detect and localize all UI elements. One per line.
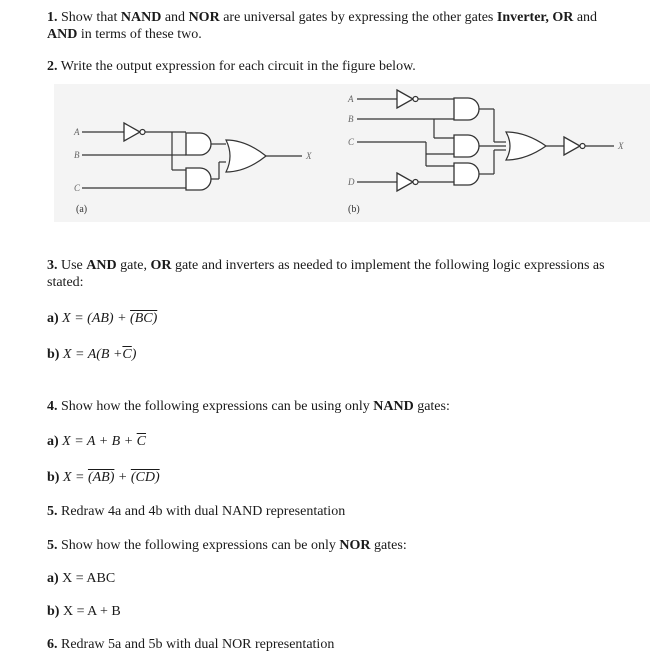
q1-line2: AND in terms of these two. bbox=[47, 27, 202, 42]
circuit-a-input-c: C bbox=[74, 183, 81, 193]
q3-a-expression: a) X = (AB) + (BC) bbox=[47, 311, 158, 326]
circuit-b-output: X bbox=[618, 141, 624, 151]
q4-b-expression: b) X = (AB) + (CD) bbox=[47, 470, 160, 485]
circuit-b-input-c: C bbox=[348, 137, 355, 147]
q3-number: 3. bbox=[47, 258, 58, 273]
q1-number: 1. bbox=[47, 10, 58, 25]
q6-number: 6. bbox=[47, 637, 58, 652]
circuit-a-output: X bbox=[306, 151, 312, 161]
circuit-b bbox=[347, 90, 624, 215]
circuit-a-caption: (a) bbox=[76, 204, 88, 215]
q5b-b-expression: b) X = A + B bbox=[47, 604, 121, 619]
q5a-number: 5. bbox=[47, 504, 58, 519]
q5b-line: 5. Show how the following expressions can be only NOR gates: bbox=[47, 538, 407, 553]
q1-line1: 1. Show that NAND and NOR are universal gates by expressing the other gates Inverter, OR and bbox=[47, 10, 598, 25]
circuit-b-caption: (b) bbox=[348, 204, 360, 215]
q5b-a-expression: a) X = ABC bbox=[47, 571, 116, 586]
q6-line: 6. Redraw 5a and 5b with dual NOR representation bbox=[47, 637, 335, 652]
circuit-b-input-b: B bbox=[348, 114, 354, 124]
circuit-a bbox=[73, 123, 312, 215]
q3-line1: 3. Use AND gate, OR gate and inverters as needed to implement the following logic expressions as bbox=[47, 258, 605, 273]
q2-number: 2. bbox=[47, 59, 58, 74]
logic-circuits-figure bbox=[54, 84, 650, 222]
circuit-a-input-b: B bbox=[74, 150, 80, 160]
circuit-b-input-d: D bbox=[348, 177, 355, 187]
circuit-b-input-a: A bbox=[348, 94, 354, 104]
q4-number: 4. bbox=[47, 399, 58, 414]
circuits-svg bbox=[54, 84, 650, 222]
q5a-line: 5. Redraw 4a and 4b with dual NAND representation bbox=[47, 504, 346, 519]
q5b-number: 5. bbox=[47, 538, 58, 553]
q3-line2: stated: bbox=[47, 275, 84, 290]
circuit-a-input-a: A bbox=[74, 127, 80, 137]
q2-line: 2. Write the output expression for each circuit in the figure below. bbox=[47, 59, 416, 74]
q4-line: 4. Show how the following expressions can be using only NAND gates: bbox=[47, 399, 450, 414]
q4-a-expression: a) $X = A + B + \overline{C}$ bbox=[47, 434, 147, 449]
q3-b-expression: b) $X = A(B +\overline{C})$ bbox=[47, 347, 137, 362]
